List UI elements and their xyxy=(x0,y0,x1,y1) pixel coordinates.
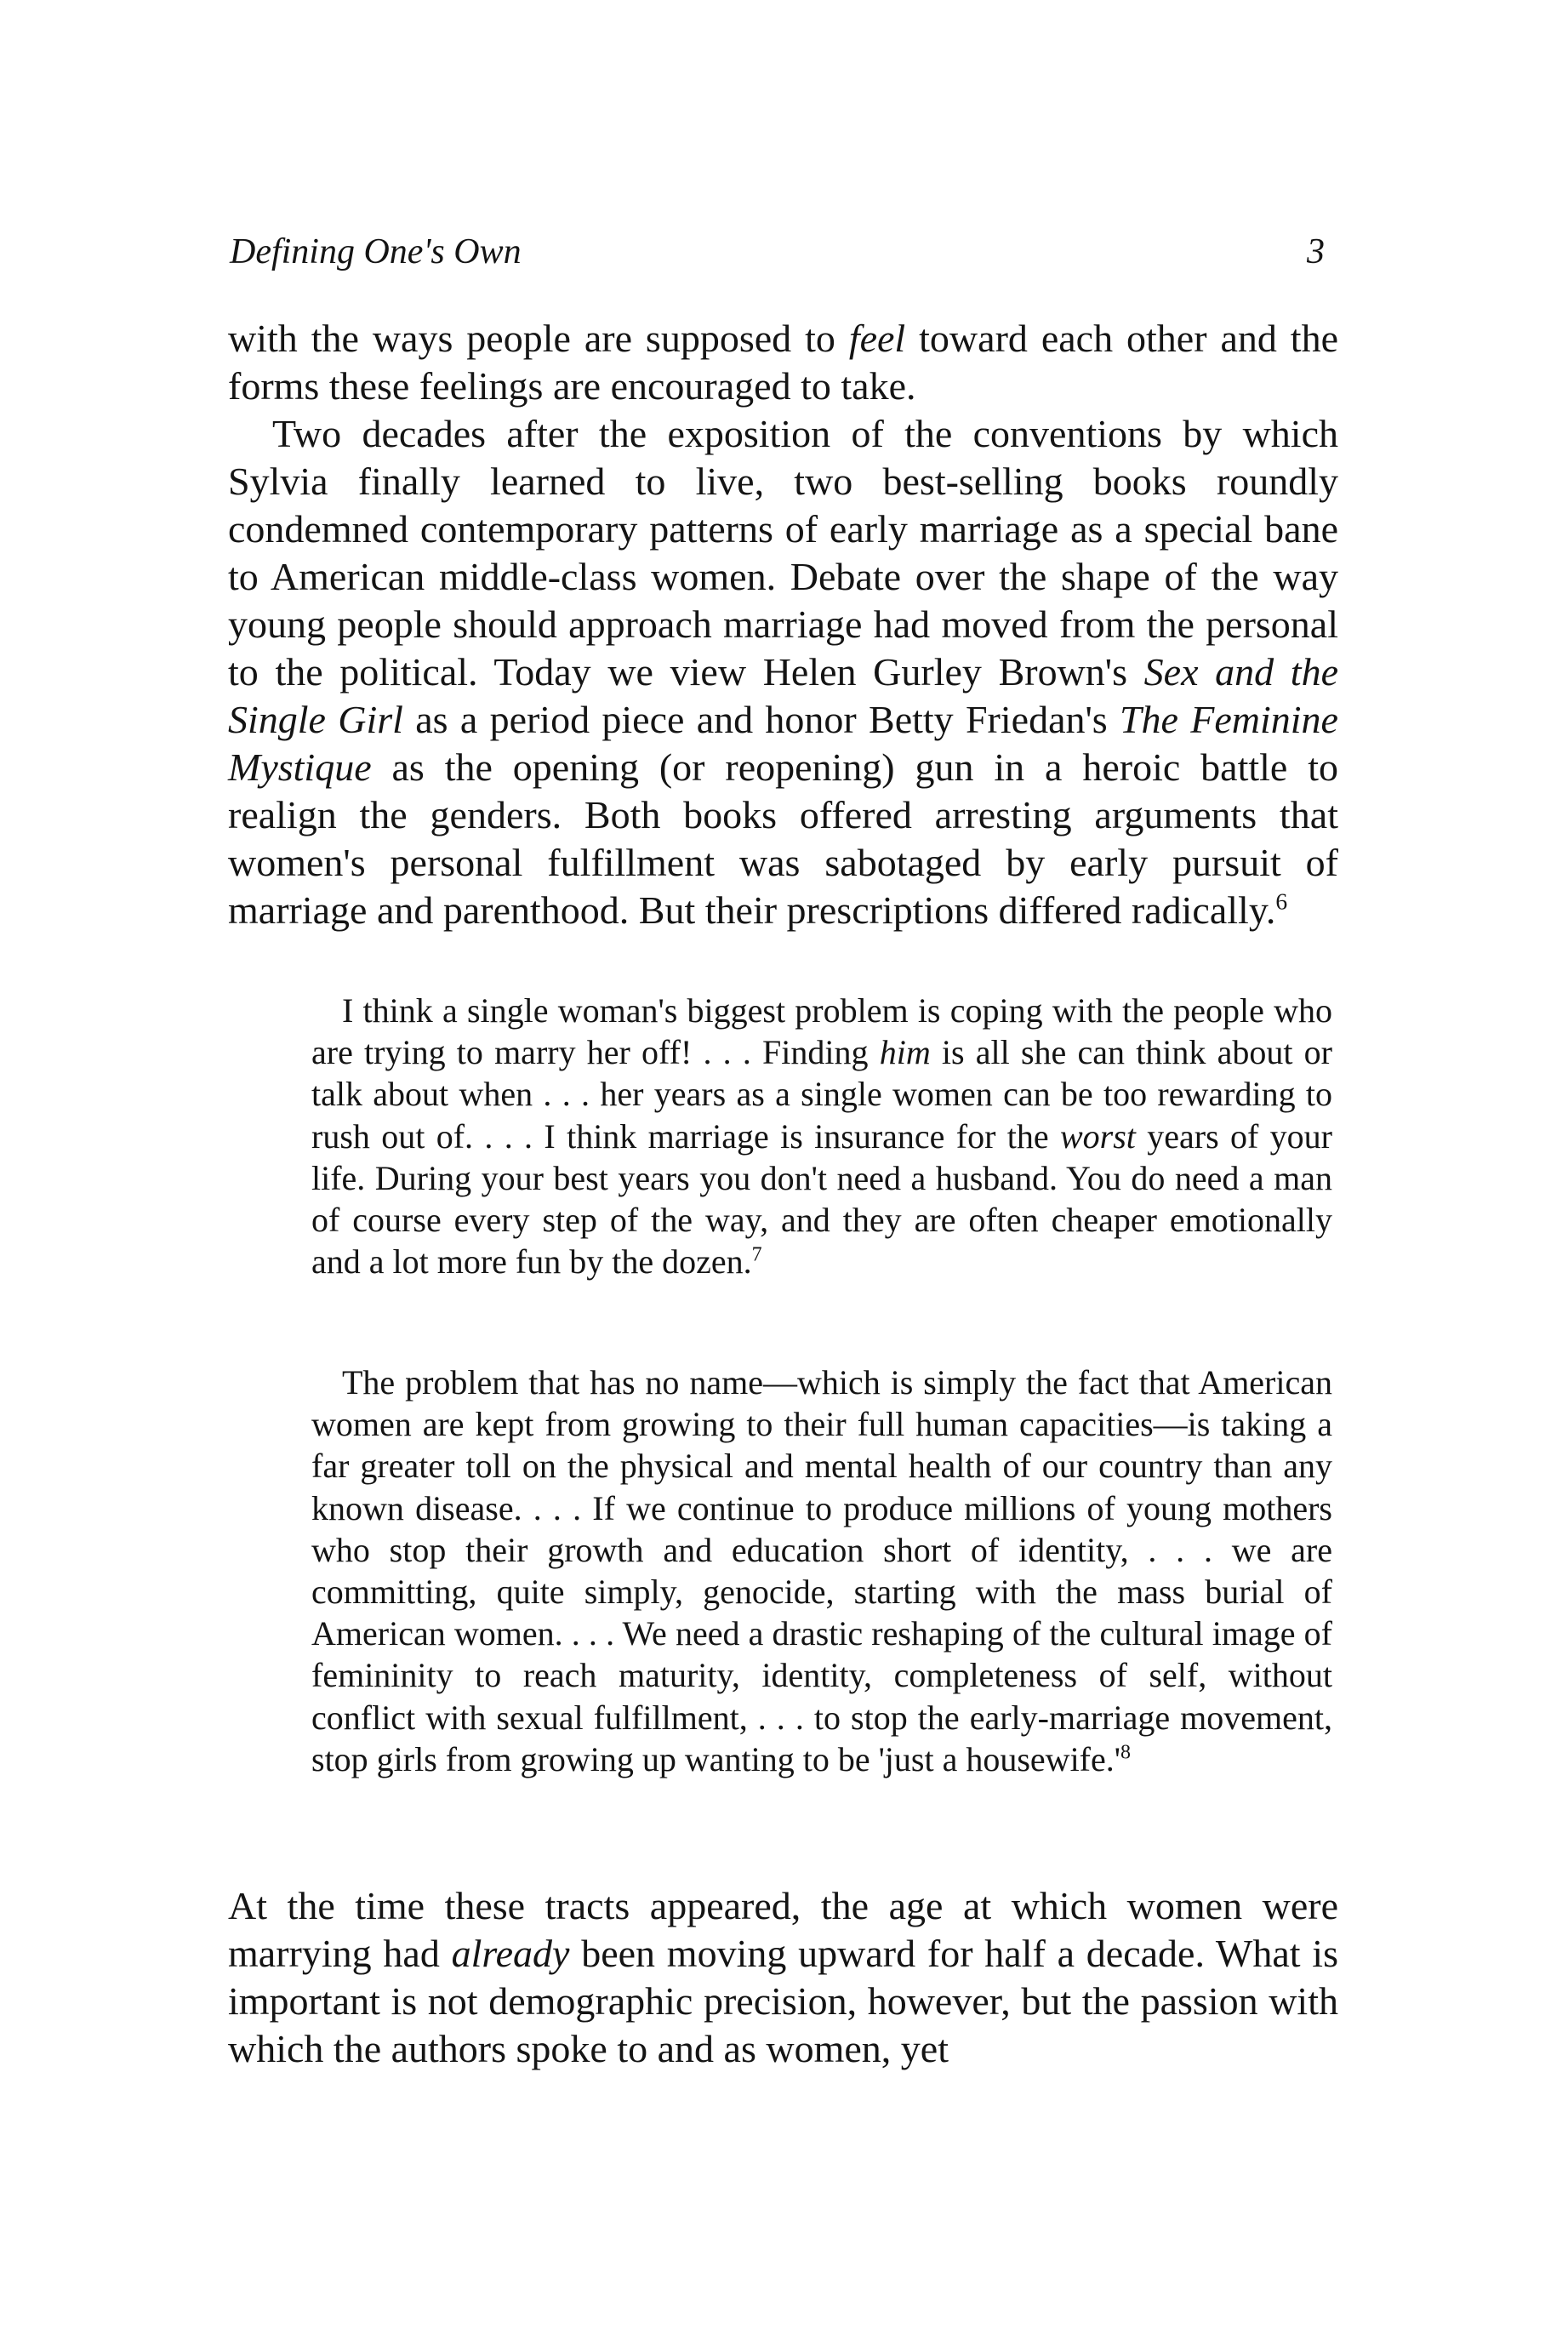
paragraph-text: At the time these tracts appeared, the age at which women were marrying had xyxy=(228,1884,1338,1975)
paragraph-tracts xyxy=(228,1882,1338,2073)
paragraph-continuation xyxy=(228,315,1338,410)
paragraph-two-books xyxy=(228,410,1338,934)
footnote-marker: 6 xyxy=(1275,888,1288,915)
book-title: Sex and the Single Girl xyxy=(228,650,1339,741)
paragraph-text: with the ways people are supposed to xyxy=(228,317,849,360)
emphasis-text: worst xyxy=(1059,1116,1136,1156)
quote-text: The problem that has no name—which is simply the fact that American women are kept from growing to their full human capacities—is taking a far greater toll on the physical and mental health of our country than any known disease. . . . If we continue to produce millions of young mothers who stop their growth and education short of identity, . . . we are committing, quite simply, genocide, starting with the mass burial of American women. . . . We need a drastic reshaping of the cultural image of femininity to reach maturity, identity, completeness of self, without conflict with sexual fulfillment, . . . to stop the early-marriage movement, stop girls from growing up wanting to be 'just a housewife.' xyxy=(311,1363,1332,1778)
paragraph-text: as the opening (or reopening) gun in a heroic battle to realign the genders. Both books offered arresting arguments that women's personal fulfillment was sabotaged by early pursuit of marriage and parenthood. But their prescriptions differed radically. xyxy=(228,745,1338,932)
page-number: 3 xyxy=(1307,232,1325,271)
paragraph-text: as a period piece and honor Betty Friedan's xyxy=(402,698,1120,741)
emphasis-text: feel xyxy=(848,317,906,360)
quote-text: I think a single woman's biggest problem is coping with the people who are trying to marry her off! . . . Finding xyxy=(311,991,1332,1072)
quote-text: is all she can think about or talk about when . . . her years as a single women can be too rewarding to rush out of. . . . I think marriage is insurance for the xyxy=(311,1033,1333,1156)
emphasis-text: already xyxy=(451,1932,570,1975)
paragraph-text: Two decades after the exposition of the conventions by which Sylvia finally learned to live, two best-selling books roundly condemned contemporary patterns of early marriage as a special bane to American middle-class women. Debate over the shape of the way young people should approach marriage had moved from the personal to the political. Today we view Helen Gurley Brown's xyxy=(228,412,1338,694)
running-head xyxy=(228,231,1338,283)
footnote-marker: 7 xyxy=(751,1243,762,1266)
book-page xyxy=(228,0,1338,2352)
footnote-marker: 8 xyxy=(1120,1741,1131,1764)
emphasis-text: him xyxy=(879,1033,931,1072)
running-title: Defining One's Own xyxy=(230,232,522,271)
paragraph-text: toward each other and the forms these feelings are encouraged to take. xyxy=(228,317,1338,408)
paragraph-text: been moving upward for half a decade. What is important is not demographic precision, however, but the passion with which the authors spoke to and as women, yet xyxy=(228,1932,1338,2070)
quote-text: years of your life. During your best years you don't need a husband. You do need a man of course every step of the way, and they are often cheaper emotionally and a lot more fun by the dozen. xyxy=(311,1116,1332,1282)
blockquote-friedan xyxy=(311,1362,1332,1780)
book-title: The Feminine Mystique xyxy=(228,698,1338,789)
blockquote-brown xyxy=(311,990,1332,1282)
